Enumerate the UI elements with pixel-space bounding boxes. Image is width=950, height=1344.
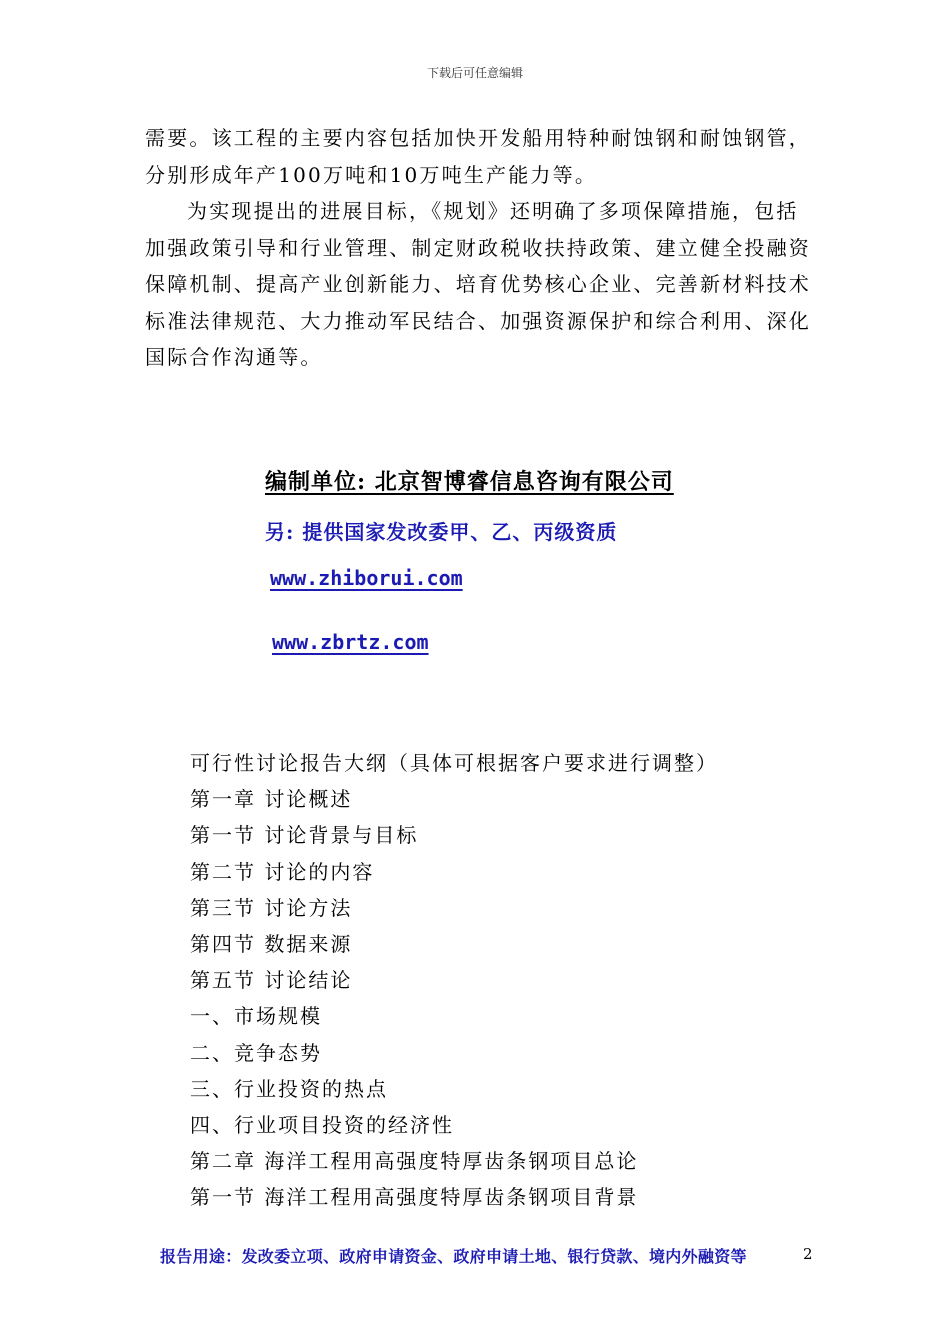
paragraph-2: 为实现提出的进展目标，《规划》还明确了多项保障措施，包括加强政策引导和行业管理、制定财政税收扶持政策、建立健全投融资保障机制、提高产业创新能力、培育优势核心企业、完善新材料技术标准法律规范、大力推动军民结合、加强资源保护和综合利用、深化国际合作沟通等。 — [145, 199, 811, 369]
page-footer: 报告用途：发改委立项、政府申请资金、政府申请土地、银行贷款、境内外融资等 — [160, 1247, 747, 1266]
qualification-note: 另: 提供国家发改委甲、乙、丙级资质 — [265, 520, 618, 544]
report-outline — [190, 745, 810, 1216]
outline-title: 可行性讨论报告大纲（具体可根据客户要求进行调整） — [190, 751, 718, 775]
outline-item: 一、市场规模 — [190, 1004, 322, 1029]
company-name: 编制单位: 北京智博睿信息咨询有限公司 — [265, 469, 674, 495]
outline-item: 第一节 讨论背景与目标 — [190, 823, 419, 848]
outline-item: 第一节 海洋工程用高强度特厚齿条钢项目背景 — [190, 1185, 639, 1210]
website-link-zhiborui[interactable]: www.zhiborui.com — [270, 566, 463, 590]
outline-item: 三、行业投资的热点 — [190, 1076, 388, 1101]
outline-item: 四、行业项目投资的经济性 — [190, 1113, 454, 1138]
outline-item: 二、竞争态势 — [190, 1040, 322, 1065]
paragraph-1: 需要。该工程的主要内容包括加快开发船用特种耐蚀钢和耐蚀钢管，分别形成年产100万吨和10万吨生产能力等。 — [145, 126, 811, 187]
outline-item: 第二节 讨论的内容 — [190, 859, 375, 884]
outline-item: 第一章 讨论概述 — [190, 787, 353, 812]
website-link-zbrtz[interactable]: www.zbrtz.com — [272, 630, 429, 654]
outline-item: 第二章 海洋工程用高强度特厚齿条钢项目总论 — [190, 1149, 639, 1174]
outline-item: 第三节 讨论方法 — [190, 895, 353, 920]
page-number: 2 — [803, 1245, 813, 1263]
page-header: 下载后可任意编辑 — [426, 66, 523, 80]
outline-item: 第五节 讨论结论 — [190, 968, 353, 993]
outline-item: 第四节 数据来源 — [190, 932, 353, 957]
body-text — [145, 120, 815, 376]
